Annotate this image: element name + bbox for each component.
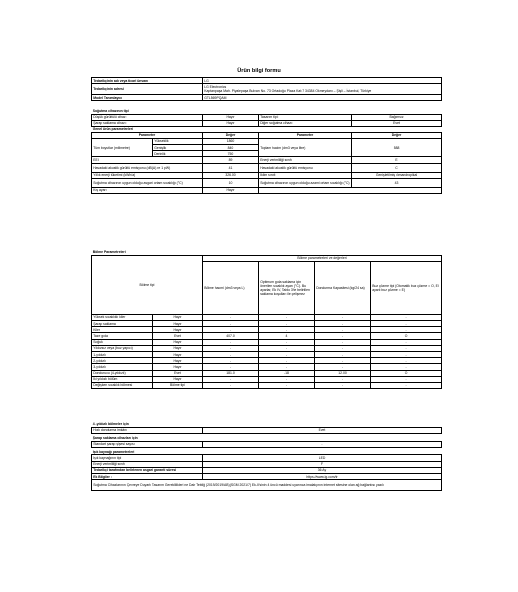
compartment-vol: -	[203, 364, 259, 370]
compartment-name: Soğuk	[92, 339, 153, 345]
total-volume-value: 588	[352, 138, 442, 157]
compartment-vol: -	[203, 345, 259, 351]
compartment-present: Hayır	[153, 321, 203, 327]
compartment-temp: -	[259, 352, 315, 358]
compartment-rows	[92, 314, 442, 388]
compartment-defrost: -	[371, 321, 442, 327]
compartment-defrost: -	[371, 352, 442, 358]
min-temp-label: Soğutma cihazının uygun olduğu asgari ortam sıcaklığı (°C)	[92, 178, 203, 187]
wine-label: Şarap saklama cihazı:	[92, 120, 203, 126]
compartment-vol: -	[203, 321, 259, 327]
compartment-temp: -	[259, 345, 315, 351]
value-header: Değer	[203, 132, 259, 138]
compartment-vol: -	[203, 339, 259, 345]
compartment-vol: -	[203, 358, 259, 364]
page-title: Ürün bilgi formu	[237, 68, 281, 74]
compartment-present: Hayır	[153, 364, 203, 370]
other-cooling-label: Diğer soğutma cihazı:	[259, 120, 352, 126]
volume-header: Bölme hacmi (dm3 veya L)	[203, 261, 259, 314]
compartment-defrost: O	[371, 370, 442, 376]
height-label: Yükseklik	[153, 138, 203, 144]
compartment-freeze: -	[315, 358, 371, 364]
warranty-value: 36 Ay	[203, 467, 442, 473]
supplier-name-label: Tedarikçinin adı veya ticari ünvanı	[92, 78, 203, 84]
compartment-temp: -	[259, 339, 315, 345]
compartment-present: Hayır	[153, 314, 203, 320]
compartment-temp: -	[259, 327, 315, 333]
wine-device-heading: Şarap saklama cihazları için	[92, 433, 442, 441]
compartment-name: Taze gıda	[92, 333, 153, 339]
noise-label: Havadaki akustik gürültü emisyonu (dB(A) re 1 pW)	[92, 163, 203, 172]
compartment-defrost: -	[371, 327, 442, 333]
compartment-temp: -18	[259, 370, 315, 376]
compartment-defrost: -	[371, 358, 442, 364]
compartment-temp: -	[259, 382, 315, 388]
compartment-present: Evet	[153, 333, 203, 339]
compartment-present: Hayır	[153, 376, 203, 382]
compartment-vol: -	[203, 376, 259, 382]
light-heading: Işık kaynağı parametreleri	[92, 447, 442, 455]
compartment-vol: 181.0	[203, 370, 259, 376]
wine-value: Hayır	[203, 120, 259, 126]
compartment-defrost: -	[371, 314, 442, 320]
compartment-freeze: -	[315, 333, 371, 339]
low-noise-label: Düşük gürültülü cihaz:	[92, 114, 203, 120]
compartment-params-header: Bölme parametreleri ve değerleri	[203, 255, 442, 261]
compartment-vol: -	[203, 314, 259, 320]
compartment-name: Değişken sıcaklık bölmesi	[92, 382, 153, 388]
cooling-type-heading: Soğutma cihazının tipi	[92, 107, 442, 114]
total-volume-label: Toplam hacim (dm3 veya litre)	[259, 138, 352, 157]
compartment-freeze: -	[315, 364, 371, 370]
four-star-heading: 4 -yıldızlı bölmeler için	[92, 420, 442, 427]
compartment-freeze: -	[315, 339, 371, 345]
compartment-defrost: -	[371, 339, 442, 345]
light-class-label: Enerji verimliliği sınıfı	[92, 461, 203, 467]
depth-label: Derinlik	[153, 151, 203, 157]
low-noise-value: Hayır	[203, 114, 259, 120]
eei-label: EEI	[92, 157, 203, 163]
light-type-value: LED	[203, 455, 442, 461]
compartment-temp: 4	[259, 333, 315, 339]
param-header-2: Parametre	[259, 132, 352, 138]
compartment-vol: -	[203, 327, 259, 333]
compartment-present: Hayır	[153, 327, 203, 333]
general-params-table	[91, 125, 442, 194]
winter-label: Kış ayarı	[92, 187, 203, 193]
compartment-vol: -	[203, 352, 259, 358]
compartment-temp: -	[259, 364, 315, 370]
compartment-name: Şarap saklama	[92, 321, 153, 327]
compartment-defrost: -	[371, 345, 442, 351]
eei-value: 89	[203, 157, 259, 163]
compartment-present: Hayır	[153, 358, 203, 364]
winter-value: Hayır	[203, 187, 259, 193]
compartment-heading: Bölme Parametreleri	[92, 248, 442, 255]
bottle-value: -	[203, 441, 442, 447]
compartment-name: Yüksek sıcaklıklı kiler	[92, 314, 153, 320]
compartment-freeze: -	[315, 382, 371, 388]
max-temp-label: Soğutma cihazının uygun olduğu azami ortam sıcaklığı (°C)	[259, 178, 352, 187]
compartment-table	[91, 248, 442, 389]
dims-label: Tüm boyutlar (milimetre)	[92, 138, 153, 157]
max-temp-value: 43	[352, 178, 442, 187]
bottom-table	[91, 420, 442, 491]
compartment-name: 1-yıldızlı	[92, 352, 153, 358]
climate-label: İklim sınıfı	[259, 172, 352, 178]
compartment-name: Kiler	[92, 327, 153, 333]
defrost-header: Buz çözme tipi (Otomatik buz çözme = O, El ayarlı buz çözme = E)	[371, 261, 442, 314]
compartment-freeze: -	[315, 327, 371, 333]
compartment-name: Dondurucu (4-yıldızlı)	[92, 370, 153, 376]
supplier-address: LG Electronics Kaptanpaşa Mah. Piyalepaşa Bulvarı No. 73 Ortadoğu Plaza Kat:7 34384 Okmeydanı – Şişli – İstanbul, Türkiye	[203, 84, 442, 95]
compartment-defrost: -	[371, 382, 442, 388]
annual-energy-value: 326.00	[203, 172, 259, 178]
compartment-present: Hayır	[153, 345, 203, 351]
design-type-label: Tasarım tipi:	[259, 114, 352, 120]
compartment-vol: 407.0	[203, 333, 259, 339]
energy-class-label: Enerji verimliliği sınıfı	[259, 157, 352, 163]
compartment-freeze: -	[315, 376, 371, 382]
compartment-freeze: -	[315, 321, 371, 327]
compartment-defrost: O	[371, 333, 442, 339]
compartment-present: Bölme tipi	[153, 382, 203, 388]
fast-freeze-value: Evet	[203, 427, 442, 433]
compartment-freeze: -	[315, 345, 371, 351]
compartment-temp: -	[259, 358, 315, 364]
supplier-name: LG	[203, 78, 442, 84]
compartment-freeze: -	[315, 314, 371, 320]
model-value: GTL569PQAM	[203, 95, 442, 101]
light-type-label: Işık kaynağının tipi	[92, 455, 203, 461]
design-type-value: Bağımsız	[352, 114, 442, 120]
energy-class-value: E	[352, 157, 442, 163]
depth-value: 750	[203, 151, 259, 157]
extra-link[interactable]: https://www.lg.com/tr	[203, 474, 442, 480]
annual-energy-label: Yıllık enerji tüketimi (kWh/a)	[92, 172, 203, 178]
compartment-temp: -	[259, 321, 315, 327]
compartment-defrost: -	[371, 376, 442, 382]
compartment-row	[92, 382, 442, 388]
compartment-freeze: -	[315, 352, 371, 358]
freezing-header: Dondurma Kapasitesi (kg/24 sa)	[315, 261, 371, 314]
fast-freeze-label: Hızlı dondurma imkânı	[92, 427, 203, 433]
compartment-name: 2-yıldızlı	[92, 358, 153, 364]
compartment-temp: -	[259, 314, 315, 320]
height-value: 1860	[203, 138, 259, 144]
compartment-name: İki yıldızlı bölüm	[92, 376, 153, 382]
noise-class-value: C	[352, 163, 442, 172]
footer-note: Soğutma Cihazlarının Çevreye Duyarlı Tasarım Gereklilikleri ne Dair Tebliğ (2019/2019/AB)(SGM 2021/7) Ek-II'sinin 4 üncü maddesi uyarınca imalatçının internet sitesine olan ağ bağlantısı yazılı	[92, 480, 442, 491]
compartment-name: 3-yıldızlı	[92, 364, 153, 370]
opt-temp-header: Optimum gıda saklama için önerilen sıcaklık ayarı (°C). Bu ayarlar, Ek IV, Tablo 3'te belirtilen saklama koşulları ile çelişmez	[259, 261, 315, 314]
climate-value: Genişletilmiş ılımandropikal	[352, 172, 442, 178]
model-label: Model Tanımlayıcı	[92, 95, 203, 101]
compartment-name: Yıldızsız veya (buz yapıcı)	[92, 345, 153, 351]
extra-label: Ek Bilgiler :	[92, 474, 203, 480]
supplier-table	[91, 77, 442, 101]
compartment-present: Hayır	[153, 339, 203, 345]
width-value: 840	[203, 145, 259, 151]
winter-blank	[259, 187, 442, 193]
supplier-address-label: Tedarikçinin adresi	[92, 84, 203, 95]
compartment-defrost: -	[371, 364, 442, 370]
min-temp-value: 10	[203, 178, 259, 187]
noise-class-label: Havadaki akustik gürültü emisyonu	[259, 163, 352, 172]
param-header: Parametre	[92, 132, 203, 138]
warranty-label: Tedarikçi tarafından belirlenen asgari garanti süresi	[92, 467, 203, 473]
compartment-present: Evet	[153, 370, 203, 376]
value-header-2: Değer	[352, 132, 442, 138]
compartment-temp: -	[259, 376, 315, 382]
general-heading: Genel ürün parametreleri	[92, 125, 442, 132]
other-cooling-value: Evet	[352, 120, 442, 126]
compartment-present: Hayır	[153, 352, 203, 358]
width-label: Genişlik	[153, 145, 203, 151]
compartment-freeze: 12.00	[315, 370, 371, 376]
compartment-vol: -	[203, 382, 259, 388]
bottle-label: Standart şarap şişesi sayısı	[92, 441, 203, 447]
light-class-value: F	[203, 461, 442, 467]
compartment-type-header: Bölme tipi	[92, 255, 203, 314]
noise-value: 41	[203, 163, 259, 172]
